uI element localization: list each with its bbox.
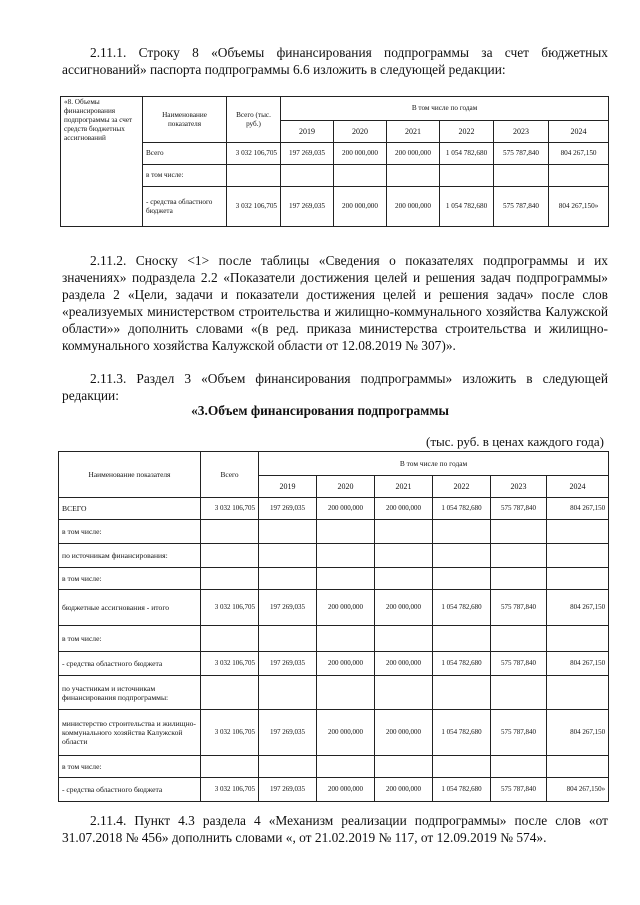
table-row: [59, 590, 609, 626]
table-row: [61, 165, 609, 187]
row-value: 200 000,000: [317, 778, 375, 802]
financing-volume-table: [58, 451, 609, 802]
row-value: 1 054 782,680: [440, 187, 494, 227]
paragraph-2-11-3: 2.11.3. Раздел 3 «Объем финансирования подпрограммы» изложить в следующей редакции:: [62, 371, 608, 403]
years-group-header: В том числе по годам: [259, 452, 609, 476]
row-value: 804 267,150»: [547, 778, 609, 802]
row-label: ВСЕГО: [59, 498, 201, 520]
year-header: 2022: [433, 476, 491, 498]
col-total-header: Всего (тыс. руб.): [227, 97, 281, 143]
table-row: [59, 652, 609, 676]
row-value: 575 787,840: [491, 710, 547, 756]
row-value: 575 787,840: [491, 498, 547, 520]
row-value: 200 000,000: [317, 498, 375, 520]
row-value: 804 267,150: [547, 652, 609, 676]
table-row: [59, 626, 609, 652]
row-label: в том числе:: [59, 520, 201, 544]
row-value: 197 269,035: [259, 652, 317, 676]
row-value: 804 267,150: [549, 143, 609, 165]
row-value: 200 000,000: [317, 710, 375, 756]
row-value: 200 000,000: [375, 498, 433, 520]
year-header: 2019: [281, 121, 334, 143]
row-value: 575 787,840: [491, 778, 547, 802]
row-label: - средства областного бюджета: [59, 778, 201, 802]
row-value: 200 000,000: [387, 143, 440, 165]
table-row: [61, 143, 609, 165]
row-total: 3 032 106,705: [227, 187, 281, 227]
year-header: 2024: [547, 476, 609, 498]
row-value: 197 269,035: [259, 778, 317, 802]
row-value: 200 000,000: [375, 590, 433, 626]
col-name-header: Наименование показателя: [59, 452, 201, 498]
row-value: 200 000,000: [334, 143, 387, 165]
row-value: 1 054 782,680: [433, 590, 491, 626]
year-header: 2019: [259, 476, 317, 498]
units-note: (тыс. руб. в ценах каждого года): [426, 434, 604, 449]
year-header: 2021: [375, 476, 433, 498]
row-value: 200 000,000: [317, 652, 375, 676]
row-value: 200 000,000: [375, 778, 433, 802]
row-label: в том числе:: [59, 568, 201, 590]
paragraph-2-11-1: 2.11.1. Строку 8 «Объемы финансирования подпрограммы за счет бюджетных ассигнований» паспорта подпрограммы 6.6 изложить в следующей редакции:: [62, 45, 608, 77]
table-row: [59, 520, 609, 544]
table-row: [59, 756, 609, 778]
section-title: «3.Объем финансирования подпрограммы: [191, 403, 449, 418]
row-value: 200 000,000: [317, 590, 375, 626]
year-header: 2020: [334, 121, 387, 143]
row-total: 3 032 106,705: [201, 710, 259, 756]
table-row: [59, 710, 609, 756]
table-row: [59, 676, 609, 710]
table-row: [59, 568, 609, 590]
table-row: [59, 498, 609, 520]
row-label: Всего: [143, 143, 227, 165]
row-value: 200 000,000: [334, 187, 387, 227]
row-value: 197 269,035: [259, 498, 317, 520]
row-value: 575 787,840: [494, 187, 549, 227]
table-row: [59, 778, 609, 802]
row-value: 200 000,000: [387, 187, 440, 227]
row-value: 197 269,035: [281, 187, 334, 227]
row-value: 804 267,150: [547, 710, 609, 756]
years-group-header: В том числе по годам: [281, 97, 609, 121]
row-value: 197 269,035: [259, 590, 317, 626]
table-row: [59, 544, 609, 568]
row-value: 575 787,840: [494, 143, 549, 165]
row-label: в том числе:: [143, 165, 227, 187]
year-header: 2022: [440, 121, 494, 143]
year-header: 2024: [549, 121, 609, 143]
paragraph-2-11-2: 2.11.2. Сноску <1> после таблицы «Сведения о показателях подпрограммы и их значениях» подраздела 2.2 «Показатели достижения целей и решения задач подпрограммы» раздела 2 «Цели, задачи и показатели достижения целей и решения задач» после слов «реализуемых министерством строительства и жилищно-коммунального хозяйства Калужской области»» дополнить словами «(в ред. приказа министерства строительства и жилищно-коммунального хозяйства Калужской области от 12.08.2019 № 307)».: [62, 253, 608, 353]
row-value: 1 054 782,680: [433, 498, 491, 520]
row-value: 200 000,000: [375, 652, 433, 676]
row-header-cell: «8. Объемы финансирования подпрограммы за счет средств бюджетных ассигнований: [61, 97, 143, 227]
row-label: в том числе:: [59, 626, 201, 652]
row-value: 575 787,840: [491, 652, 547, 676]
row-value: 804 267,150»: [549, 187, 609, 227]
row-total: 3 032 106,705: [201, 498, 259, 520]
row-value: 1 054 782,680: [433, 652, 491, 676]
row-value: 1 054 782,680: [440, 143, 494, 165]
year-header: 2021: [387, 121, 440, 143]
col-name-header: Наименование показателя: [143, 97, 227, 143]
year-header: 2020: [317, 476, 375, 498]
row-value: 197 269,035: [259, 710, 317, 756]
year-header: 2023: [491, 476, 547, 498]
row-label: - средства областного бюджета: [59, 652, 201, 676]
row-value: 1 054 782,680: [433, 710, 491, 756]
row-label: по участникам и источникам финансирования подпрограммы:: [59, 676, 201, 710]
row-total: 3 032 106,705: [201, 652, 259, 676]
row-label: министерство строительства и жилищно-коммунального хозяйства Калужской области: [59, 710, 201, 756]
row-label: бюджетные ассигнования - итого: [59, 590, 201, 626]
row-value: 1 054 782,680: [433, 778, 491, 802]
row-total: 3 032 106,705: [201, 590, 259, 626]
row-value: 804 267,150: [547, 498, 609, 520]
row-value: 200 000,000: [375, 710, 433, 756]
passport-financing-table: [60, 96, 609, 227]
row-label: по источникам финансирования:: [59, 544, 201, 568]
row-value: 197 269,035: [281, 143, 334, 165]
row-total: 3 032 106,705: [201, 778, 259, 802]
table-row: [61, 187, 609, 227]
row-total: 3 032 106,705: [227, 143, 281, 165]
col-total-header: Всего: [201, 452, 259, 498]
row-value: 575 787,840: [491, 590, 547, 626]
row-label: в том числе:: [59, 756, 201, 778]
year-header: 2023: [494, 121, 549, 143]
row-value: 804 267,150: [547, 590, 609, 626]
row-label: - средства областного бюджета: [143, 187, 227, 227]
paragraph-2-11-4: 2.11.4. Пункт 4.3 раздела 4 «Механизм реализации подпрограммы» после слов «от 31.07.2018 № 456» дополнить словами «, от 21.02.2019 № 117, от 12.09.2019 № 574».: [62, 813, 608, 845]
